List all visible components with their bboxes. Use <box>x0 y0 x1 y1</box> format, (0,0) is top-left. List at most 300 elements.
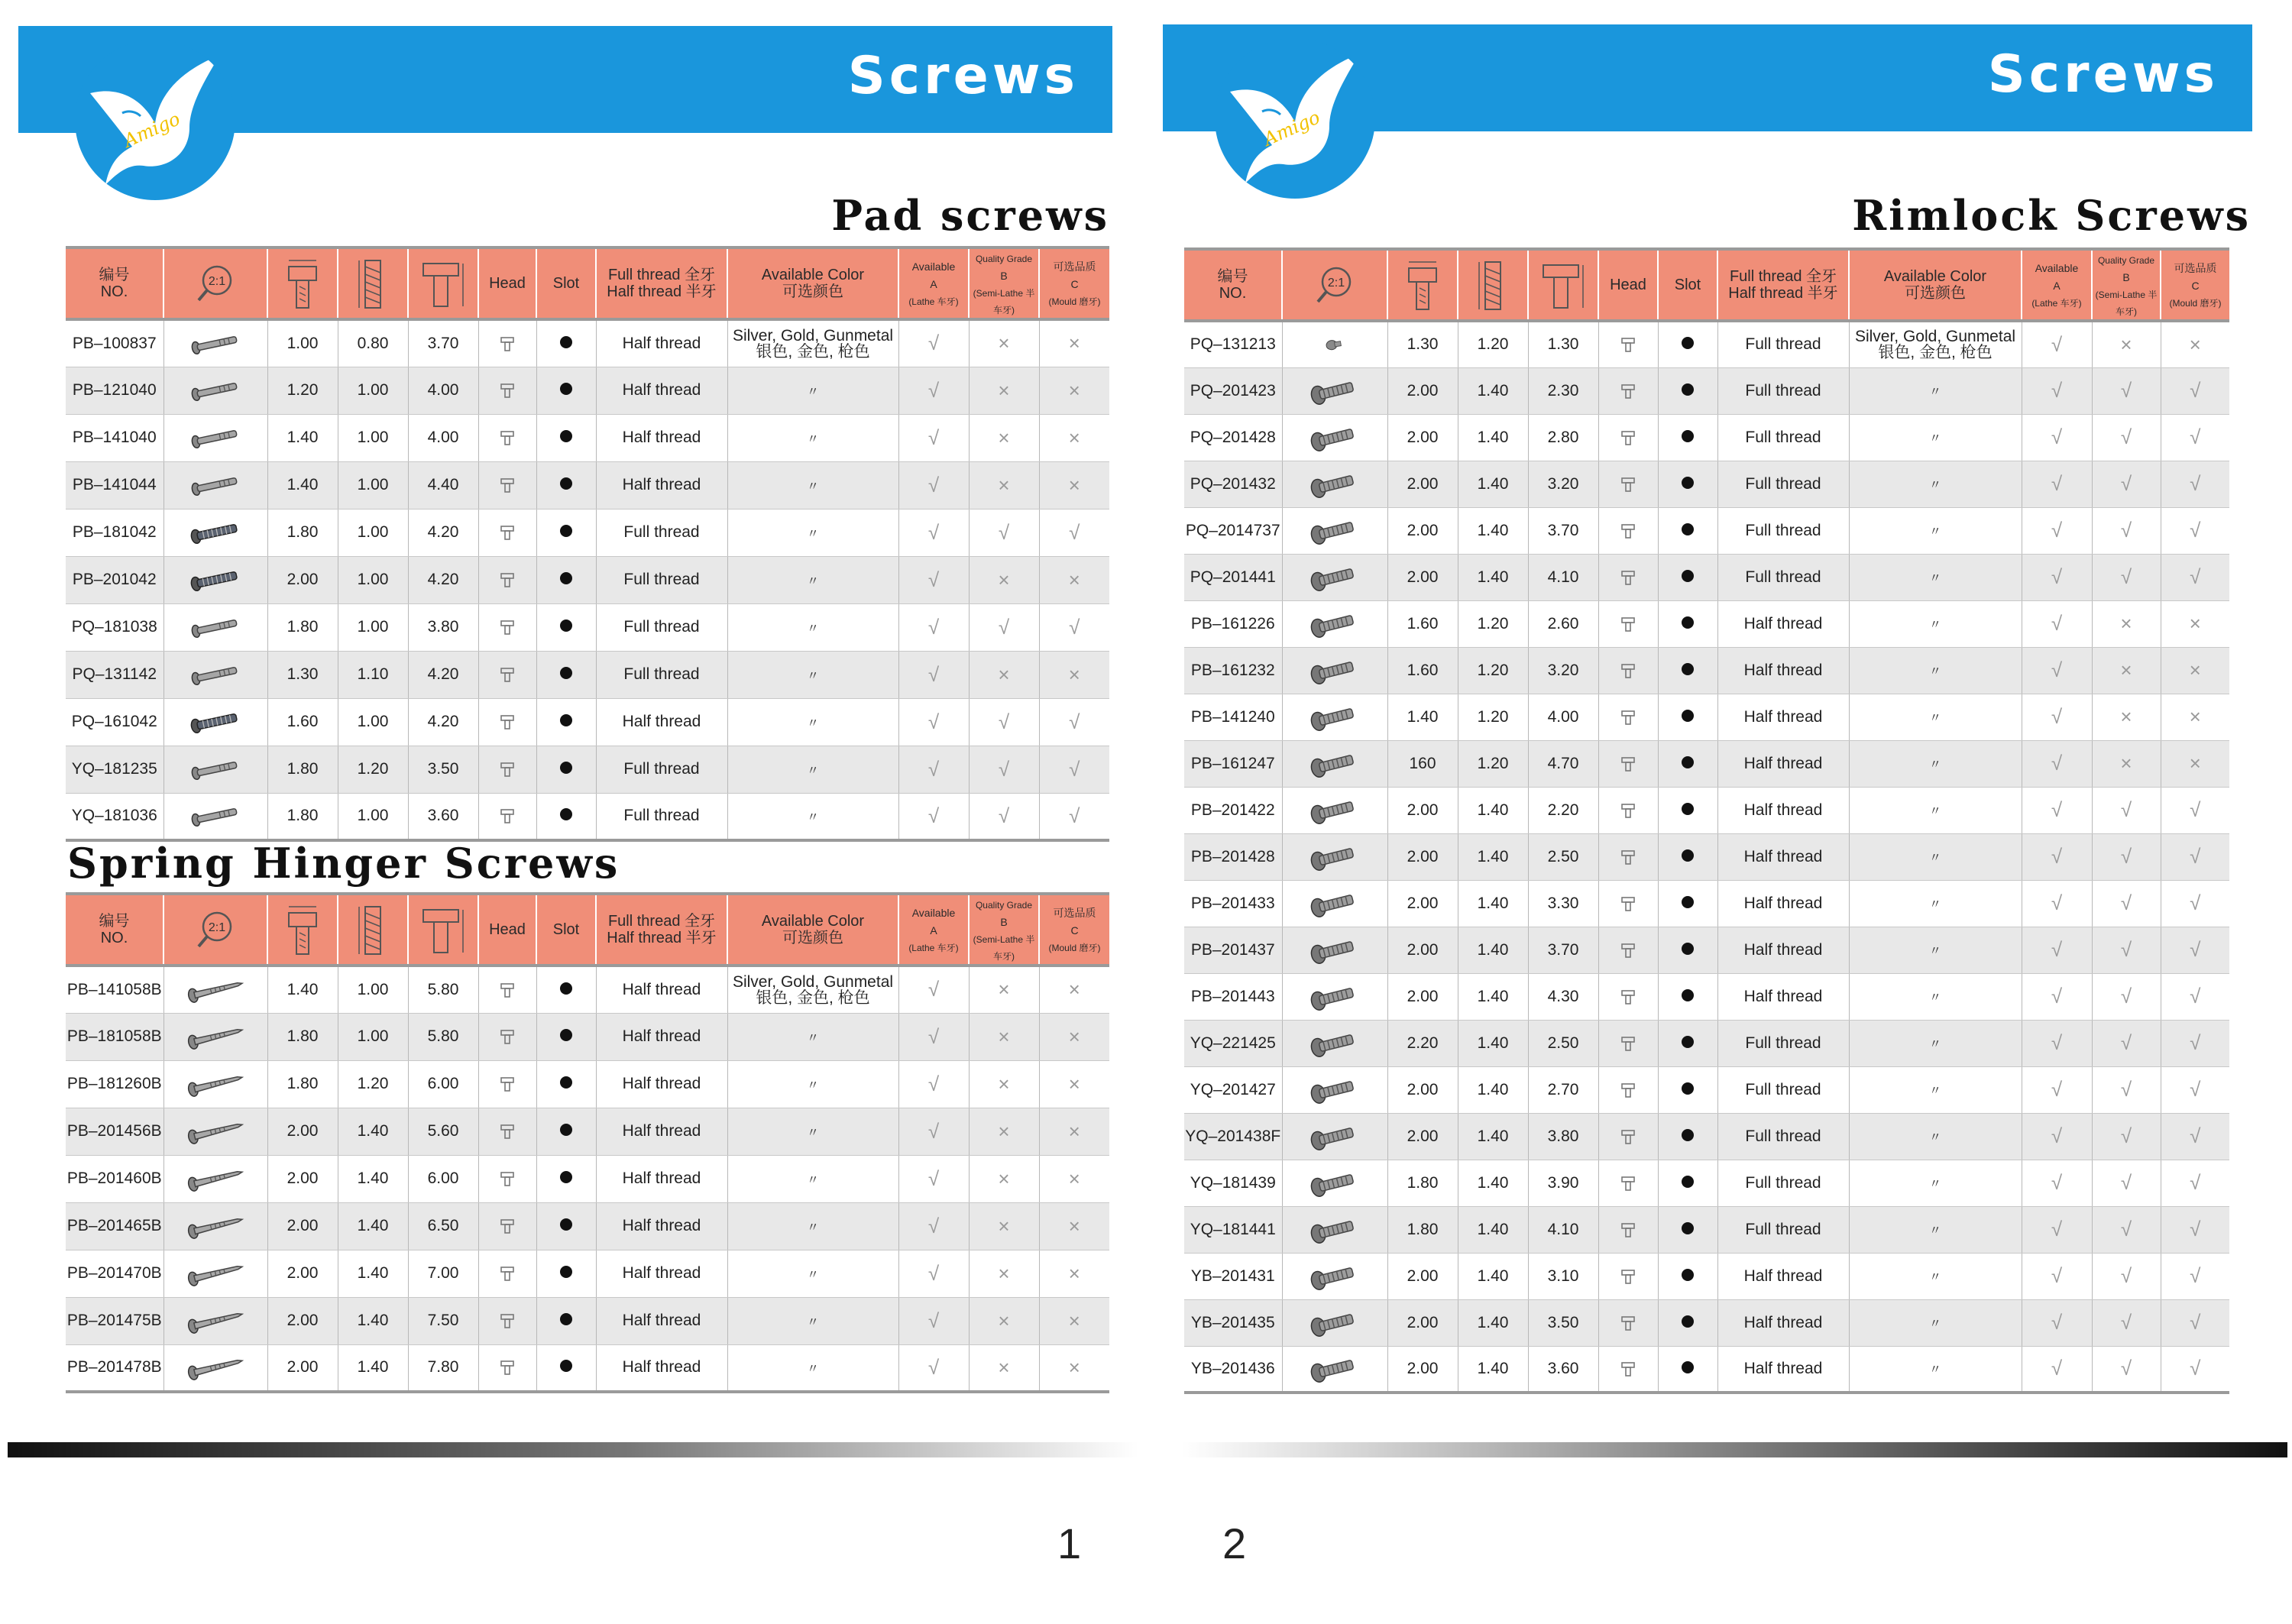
header-dim-a <box>267 247 338 319</box>
color-cell <box>1849 694 2022 740</box>
thread-type: Half thread <box>1717 694 1849 740</box>
part-number: YQ–181439 <box>1184 1160 1282 1206</box>
screw-thumbnail-icon <box>183 1258 248 1289</box>
head-cell <box>1598 1346 1658 1393</box>
grade-a-cell <box>2022 1066 2092 1113</box>
cross-mark-icon: × <box>998 662 1010 686</box>
head-cell <box>478 367 536 414</box>
screw-thumbnail-icon <box>183 422 248 453</box>
color-cell <box>727 319 898 367</box>
grade-a-cell <box>898 966 969 1013</box>
grade-a-cell <box>898 509 969 556</box>
pad-screws-title: Pad screws <box>831 191 1109 240</box>
dim-c-value: 7.50 <box>408 1297 478 1344</box>
color-cell <box>1849 787 2022 833</box>
thread-type: Full thread <box>596 793 727 840</box>
screw-thumbnail <box>1282 694 1387 740</box>
cross-mark-icon: × <box>1068 1119 1080 1143</box>
grade-c-cell <box>2161 1160 2229 1206</box>
grade-c-cell <box>2161 880 2229 927</box>
dim-a-value: 2.00 <box>1387 1299 1458 1346</box>
part-number: PB–141040 <box>66 414 163 461</box>
cross-mark-icon: × <box>998 1024 1010 1048</box>
check-mark-icon: √ <box>2120 1264 2132 1287</box>
slot-cell <box>536 414 596 461</box>
check-mark-icon: √ <box>927 520 940 544</box>
check-mark-icon: √ <box>2051 705 2063 728</box>
screw-thumbnail <box>163 1108 267 1155</box>
table-row <box>1184 1346 2229 1393</box>
color-cell <box>727 1155 898 1202</box>
color-cell <box>727 793 898 840</box>
part-number: PQ–201428 <box>1184 414 1282 461</box>
head-type-icon <box>1620 802 1636 819</box>
dim-c-value: 3.20 <box>1528 647 1598 694</box>
part-number: YQ–201438F <box>1184 1113 1282 1160</box>
cross-mark-icon: × <box>998 978 1010 1001</box>
color-cell <box>727 367 898 414</box>
dim-c-value: 2.30 <box>1528 367 1598 414</box>
table-row <box>1184 1253 2229 1299</box>
thread-type: Half thread <box>596 1108 727 1155</box>
check-mark-icon: √ <box>2120 565 2132 588</box>
part-number: PQ–131213 <box>1184 321 1282 367</box>
thread-type: Half thread <box>596 698 727 746</box>
ditto-mark: 〃 <box>806 622 819 636</box>
part-number: PB–181260B <box>66 1060 163 1108</box>
dim-b-value: 1.40 <box>1458 461 1528 507</box>
header-dim-a <box>1387 249 1458 321</box>
check-mark-icon: √ <box>2190 845 2201 868</box>
screw-thumbnail-icon <box>1302 1261 1368 1292</box>
color-cell <box>727 509 898 556</box>
head-cell <box>1598 414 1658 461</box>
dim-a-value: 1.80 <box>267 793 338 840</box>
part-number: PB–181058B <box>66 1013 163 1060</box>
dim-b-value: 1.20 <box>1458 647 1528 694</box>
grade-c-cell <box>1039 651 1109 698</box>
check-mark-icon: √ <box>2051 519 2063 542</box>
check-mark-icon: √ <box>2051 798 2063 821</box>
head-cell <box>478 414 536 461</box>
part-number: PB–201042 <box>66 556 163 603</box>
dim-b-value: 1.20 <box>1458 740 1528 787</box>
color-cell <box>727 1297 898 1344</box>
part-number: PQ–2014737 <box>1184 507 1282 554</box>
slot-dot-icon <box>560 982 572 995</box>
cross-mark-icon: × <box>998 1119 1010 1143</box>
check-mark-icon: √ <box>2190 985 2201 1008</box>
grade-a-cell <box>2022 927 2092 973</box>
dim-a-value: 2.00 <box>1387 461 1458 507</box>
color-cell <box>727 1013 898 1060</box>
check-mark-icon: √ <box>2190 1264 2201 1287</box>
ditto-mark: 〃 <box>1928 1364 1941 1377</box>
slot-dot-icon <box>560 430 572 442</box>
cross-mark-icon: × <box>998 1261 1010 1285</box>
table-row <box>1184 600 2229 647</box>
thread-type: Half thread <box>596 966 727 1013</box>
grade-b-cell <box>969 1060 1039 1108</box>
color-cell <box>1849 647 2022 694</box>
screw-thumbnail-icon <box>1302 1168 1368 1199</box>
dim-b-value: 1.40 <box>1458 1020 1528 1066</box>
screw-thumbnail-icon <box>1302 329 1368 360</box>
screw-thumbnail-icon <box>1302 888 1368 919</box>
grade-b-cell <box>2092 321 2161 367</box>
color-cell <box>1849 507 2022 554</box>
head-cell <box>478 1013 536 1060</box>
ditto-mark: 〃 <box>1928 479 1941 492</box>
grade-a-cell <box>2022 1253 2092 1299</box>
check-mark-icon: √ <box>2120 1031 2132 1054</box>
grade-b-cell <box>2092 367 2161 414</box>
header-grade-a: Available A (Lathe 车牙) <box>898 894 969 966</box>
slot-cell <box>536 651 596 698</box>
grade-a-cell <box>2022 461 2092 507</box>
header-grade-a: Available A (Lathe 车牙) <box>2022 249 2092 321</box>
slot-cell <box>1658 927 1717 973</box>
grade-c-cell <box>2161 787 2229 833</box>
head-type-icon <box>1620 616 1636 632</box>
dim-b-value: 1.40 <box>1458 1253 1528 1299</box>
slot-dot-icon <box>1682 570 1694 582</box>
table-row <box>66 509 1109 556</box>
check-mark-icon: √ <box>2051 985 2063 1008</box>
check-mark-icon: √ <box>2051 1264 2063 1287</box>
grade-c-cell <box>2161 1299 2229 1346</box>
check-mark-icon: √ <box>2051 472 2063 495</box>
color-cell <box>727 698 898 746</box>
thread-type: Half thread <box>596 1297 727 1344</box>
grade-a-cell <box>2022 973 2092 1020</box>
cross-mark-icon: × <box>1068 1355 1080 1379</box>
head-type-icon <box>499 1028 516 1045</box>
slot-dot-icon <box>1682 1315 1694 1328</box>
slot-dot-icon <box>560 383 572 395</box>
grade-a-cell <box>898 1250 969 1297</box>
ditto-mark: 〃 <box>1928 852 1941 865</box>
dim-c-value: 4.00 <box>408 414 478 461</box>
screw-thumbnail-icon <box>183 1305 248 1336</box>
grade-a-cell <box>898 1202 969 1250</box>
slot-dot-icon <box>1682 477 1694 489</box>
screw-thumbnail-icon <box>1302 422 1368 453</box>
head-cell <box>478 698 536 746</box>
check-mark-icon: √ <box>2051 612 2063 635</box>
ditto-mark: 〃 <box>806 1173 819 1187</box>
part-number: PQ–131142 <box>66 651 163 698</box>
grade-c-cell <box>1039 603 1109 651</box>
color-options: Silver, Gold, Gunmetal 银色, 金色, 枪色 <box>1854 328 2016 362</box>
part-number: PB–100837 <box>66 319 163 367</box>
check-mark-icon: √ <box>2120 1124 2132 1147</box>
table-row <box>1184 787 2229 833</box>
cross-mark-icon: × <box>998 1214 1010 1237</box>
grade-c-cell <box>1039 966 1109 1013</box>
slot-dot-icon <box>560 808 572 820</box>
screw-thumbnail-icon <box>183 707 248 737</box>
grade-b-cell <box>2092 507 2161 554</box>
dim-a-value: 1.40 <box>267 966 338 1013</box>
screw-thumbnail <box>1282 600 1387 647</box>
screw-thumbnail-icon <box>183 1069 248 1099</box>
cross-mark-icon: × <box>998 425 1010 449</box>
head-type-icon <box>1620 336 1636 353</box>
dim-c-value: 4.20 <box>408 698 478 746</box>
screw-thumbnail <box>163 367 267 414</box>
grade-c-cell <box>2161 927 2229 973</box>
header-dim-b <box>1458 249 1528 321</box>
dim-a-value: 2.00 <box>1387 973 1458 1020</box>
ditto-mark: 〃 <box>806 527 819 541</box>
head-type-icon <box>1620 383 1636 400</box>
grade-a-cell <box>2022 367 2092 414</box>
slot-dot-icon <box>560 1266 572 1278</box>
color-cell <box>727 414 898 461</box>
head-type-icon <box>499 713 516 730</box>
head-type-icon <box>1620 662 1636 679</box>
dim-b-value: 1.00 <box>338 1013 408 1060</box>
head-type-icon <box>499 761 516 778</box>
thread-type: Full thread <box>1717 461 1849 507</box>
grade-a-cell <box>2022 1206 2092 1253</box>
cross-mark-icon: × <box>998 568 1010 591</box>
grade-b-cell <box>969 966 1039 1013</box>
head-cell <box>1598 367 1658 414</box>
screw-thumbnail-icon <box>183 375 248 406</box>
grade-a-cell <box>2022 1299 2092 1346</box>
table-row <box>66 1108 1109 1155</box>
table-row <box>1184 1113 2229 1160</box>
dim-c-value: 2.50 <box>1528 1020 1598 1066</box>
color-cell <box>1849 1066 2022 1113</box>
color-options: Silver, Gold, Gunmetal 银色, 金色, 枪色 <box>732 326 894 361</box>
magnifier-icon <box>194 908 237 951</box>
head-type-icon <box>1620 1360 1636 1377</box>
part-number: PB–201470B <box>66 1250 163 1297</box>
slot-dot-icon <box>1682 616 1694 629</box>
head-cell <box>478 793 536 840</box>
grade-b-cell <box>2092 1066 2161 1113</box>
check-mark-icon: √ <box>2051 565 2063 588</box>
dim-c-value: 3.80 <box>408 603 478 651</box>
screw-thumbnail-icon <box>183 801 248 831</box>
grade-c-cell <box>2161 1206 2229 1253</box>
cross-mark-icon: × <box>2120 705 2132 728</box>
ditto-mark: 〃 <box>1928 898 1941 911</box>
head-cell <box>1598 833 1658 880</box>
part-number: YQ–181441 <box>1184 1206 1282 1253</box>
dim-c-value: 3.70 <box>1528 507 1598 554</box>
dim-a-value: 1.80 <box>1387 1160 1458 1206</box>
check-mark-icon: √ <box>2051 1357 2063 1380</box>
slot-dot-icon <box>560 1076 572 1089</box>
screw-thumbnail-icon <box>183 1352 248 1383</box>
dim-c-value: 5.60 <box>408 1108 478 1155</box>
ditto-mark: 〃 <box>1928 1038 1941 1051</box>
table-row <box>66 698 1109 746</box>
color-cell <box>1849 461 2022 507</box>
grade-c-cell <box>1039 1155 1109 1202</box>
table-row <box>66 367 1109 414</box>
header-slot: Slot <box>536 894 596 966</box>
thread-type: Half thread <box>596 414 727 461</box>
thread-type: Half thread <box>596 1202 727 1250</box>
dim-c-value: 6.50 <box>408 1202 478 1250</box>
cross-mark-icon: × <box>1068 1309 1080 1332</box>
part-number: PB–201428 <box>1184 833 1282 880</box>
head-type-icon <box>499 1265 516 1282</box>
check-mark-icon: √ <box>927 1355 940 1379</box>
screw-thumbnail <box>1282 1113 1387 1160</box>
check-mark-icon: √ <box>2190 1031 2201 1054</box>
head-type-icon <box>1620 1268 1636 1285</box>
check-mark-icon: √ <box>2120 798 2132 821</box>
dim-a-value: 2.00 <box>267 1155 338 1202</box>
dim-c-value: 4.10 <box>1528 1206 1598 1253</box>
table-row <box>1184 927 2229 973</box>
slot-cell <box>1658 554 1717 600</box>
dim-c-value: 4.00 <box>408 367 478 414</box>
color-cell <box>1849 414 2022 461</box>
check-mark-icon: √ <box>2051 891 2063 914</box>
grade-c-cell <box>1039 1250 1109 1297</box>
dim-a-value: 1.60 <box>267 698 338 746</box>
check-mark-icon: √ <box>927 1166 940 1190</box>
slot-dot-icon <box>1682 803 1694 815</box>
check-mark-icon: √ <box>2120 1218 2132 1241</box>
screw-thumbnail-icon <box>183 612 248 642</box>
color-cell <box>727 556 898 603</box>
screw-thumbnail-icon <box>1302 562 1368 593</box>
check-mark-icon: √ <box>2120 891 2132 914</box>
header-thread: Full thread 全牙 Half thread 半牙 <box>1717 249 1849 321</box>
screw-thumbnail-icon <box>183 754 248 785</box>
grade-c-cell <box>2161 1113 2229 1160</box>
slot-dot-icon <box>1682 756 1694 768</box>
table-row <box>66 556 1109 603</box>
color-cell <box>1849 1160 2022 1206</box>
grade-a-cell <box>2022 414 2092 461</box>
part-number: PB–161226 <box>1184 600 1282 647</box>
slot-dot-icon <box>560 1218 572 1231</box>
dim-b-value: 1.40 <box>1458 554 1528 600</box>
page-number-2: 2 <box>1222 1519 1247 1567</box>
check-mark-icon: √ <box>2190 1218 2201 1241</box>
header-dim-b <box>338 894 408 966</box>
screw-thumbnail <box>163 1013 267 1060</box>
dim-c-value: 4.30 <box>1528 973 1598 1020</box>
check-mark-icon: √ <box>2051 1078 2063 1101</box>
slot-cell <box>536 461 596 509</box>
table-row <box>66 651 1109 698</box>
dim-a-value: 2.00 <box>1387 1113 1458 1160</box>
head-type-icon <box>499 666 516 683</box>
head-type-icon <box>1620 1128 1636 1145</box>
screw-thumbnail-icon <box>183 1163 248 1194</box>
grade-b-cell <box>969 367 1039 414</box>
screw-thumbnail-icon <box>1302 749 1368 779</box>
dim-a-value: 1.40 <box>267 414 338 461</box>
check-mark-icon: √ <box>998 804 1010 827</box>
header-slot: Slot <box>536 247 596 319</box>
head-cell <box>1598 321 1658 367</box>
head-type-icon <box>499 619 516 636</box>
header-grade-a: Available A (Lathe 车牙) <box>898 247 969 319</box>
part-number: YB–201436 <box>1184 1346 1282 1393</box>
dim-b-value: 1.40 <box>1458 973 1528 1020</box>
check-mark-icon: √ <box>1069 520 1080 544</box>
grade-a-cell <box>898 698 969 746</box>
head-cell <box>1598 647 1658 694</box>
part-number: PB–201433 <box>1184 880 1282 927</box>
header-dim-b <box>338 247 408 319</box>
dim-a-value: 2.00 <box>1387 880 1458 927</box>
table-row <box>1184 1020 2229 1066</box>
header-no: 编号 NO. <box>1184 249 1282 321</box>
check-mark-icon: √ <box>2051 332 2063 356</box>
head-cell <box>1598 461 1658 507</box>
part-number: PB–141058B <box>66 966 163 1013</box>
table-row <box>66 1060 1109 1108</box>
header-grade-c: 可选品质 C (Mould 磨牙) <box>2161 249 2229 321</box>
thread-type: Half thread <box>1717 1299 1849 1346</box>
part-number: PB–141044 <box>66 461 163 509</box>
slot-cell <box>536 603 596 651</box>
slot-cell <box>1658 880 1717 927</box>
screw-thumbnail-icon <box>1302 1075 1368 1105</box>
slot-cell <box>536 698 596 746</box>
head-type-icon <box>1620 988 1636 1005</box>
grade-a-cell <box>898 1013 969 1060</box>
svg-text:2:1: 2:1 <box>1327 277 1345 290</box>
part-number: PB–201460B <box>66 1155 163 1202</box>
slot-cell <box>1658 694 1717 740</box>
cross-mark-icon: × <box>1068 662 1080 686</box>
ditto-mark: 〃 <box>1928 805 1941 818</box>
thread-type: Half thread <box>596 1344 727 1392</box>
check-mark-icon: √ <box>2120 519 2132 542</box>
grade-a-cell <box>898 1297 969 1344</box>
screw-thumbnail <box>163 793 267 840</box>
pad-screws-table <box>66 246 1109 842</box>
part-number: PB–121040 <box>66 367 163 414</box>
screw-thumbnail <box>163 414 267 461</box>
check-mark-icon: √ <box>1069 710 1080 733</box>
grade-a-cell <box>2022 321 2092 367</box>
check-mark-icon: √ <box>2190 1171 2201 1194</box>
head-cell <box>1598 507 1658 554</box>
grade-b-cell <box>969 319 1039 367</box>
slot-dot-icon <box>560 525 572 537</box>
dim-a-value: 2.00 <box>1387 367 1458 414</box>
head-cell <box>478 319 536 367</box>
head-type-icon <box>499 477 516 493</box>
color-cell <box>1849 1113 2022 1160</box>
dim-b-value: 1.00 <box>338 603 408 651</box>
dim-b-value: 1.40 <box>1458 1113 1528 1160</box>
slot-dot-icon <box>1682 337 1694 349</box>
head-cell <box>1598 740 1658 787</box>
screw-thumbnail <box>1282 740 1387 787</box>
grade-c-cell <box>2161 461 2229 507</box>
dim-a-value: 1.80 <box>267 509 338 556</box>
thread-type: Half thread <box>1717 973 1849 1020</box>
header-grade-b: Quality Grade B (Semi-Lathe 半车牙) <box>969 247 1039 319</box>
slot-dot-icon <box>1682 523 1694 535</box>
grade-b-cell <box>2092 647 2161 694</box>
